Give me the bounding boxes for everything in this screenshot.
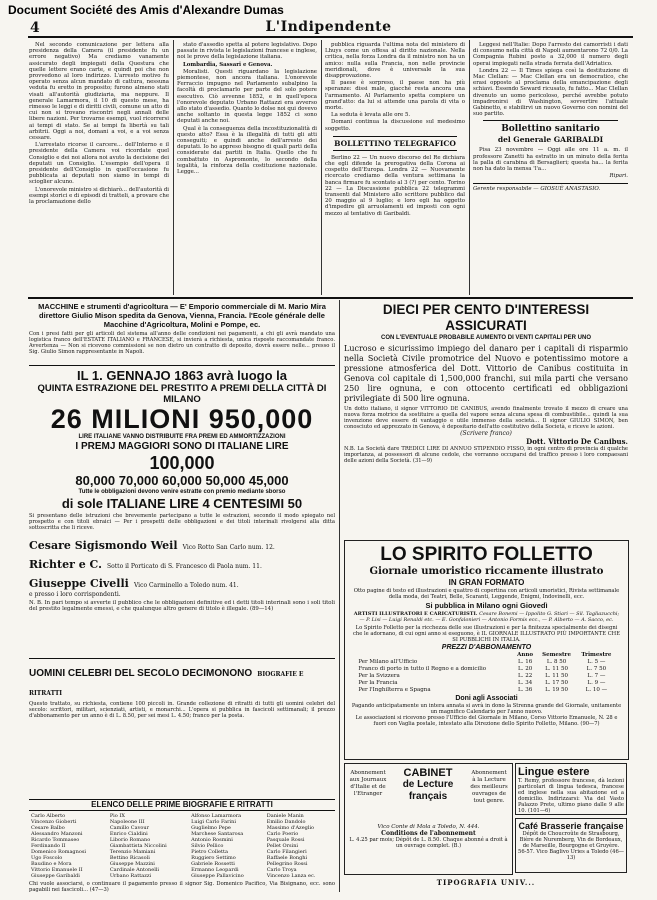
price-value: L. 5 — [587, 659, 606, 665]
ad-macchine [29, 302, 335, 362]
biography-name: Enrico Cialdini [109, 831, 148, 837]
price-header-row [356, 652, 616, 659]
biography-name: Alfonso Lamarmora [191, 813, 242, 819]
price-destination: Per l'Inghilterra e Spagna [358, 687, 431, 693]
price-value: L. 11 50 [545, 673, 568, 679]
uomini-title: UOMINI CELEBRI DEL SECOLO DECIMONONO [29, 668, 253, 679]
col4-para-1: Leggesi nell'Italie: Dopo l'arresto dei camorristi i dati di consumo nella città di Napoli aumentarono 72 0/0. La Compagnia Rubini posto a 32,000 il numero degli operai impiegati nella strada ferrata dell'Adriatico. [473, 42, 628, 67]
price-value: L. 16 [518, 659, 533, 665]
biography-name: Vincenzo Lanza ec. [266, 873, 316, 879]
biography-name: Ugo Foscolo [31, 855, 63, 861]
column-divider [321, 40, 322, 295]
price-column-header: Semestre [542, 652, 571, 658]
column-2 [177, 42, 317, 292]
biography-name: Bettino Ricasoli [109, 855, 150, 861]
biography-name: Gabriele Rossetti [191, 861, 235, 867]
lottery-prizes: 80,000 70,000 60,000 50,000 45,000 [75, 473, 289, 488]
cabinet-place: Vico Conte di Mola a Toledo, N. 444. [377, 824, 480, 830]
spirito-text: Otto pagine di testo ed illustrazioni e quattro di copertina con articoli umoristici, Rivista settimanale della moda, dei Teatri, Belle, Scaranti, Leggende, Enigmi, Indovinelli, ecc. [353, 588, 620, 600]
price-value: L. 20 [518, 666, 533, 672]
lottery-line4: I PREMJ MAGGIORI SONO DI ITALIANE LIRE [75, 441, 289, 452]
spirito-text2: Lo Spirito Folletto per la ricchezza delle sue illustrazioni e per la finitezza specialmente dei disegni che le adornano, di cui ogni anno si eseguono, è IL GIORNALE ILLUSTRATO PIÙ IMPORTANTE CHE SI PUBBLICHI IN ITALIA. [353, 625, 620, 643]
cabinet-conditions-text: L. 4.25 par mois; Dépôt de L. 8.50. Chaque abonné a droit à un ouvrage complet. (B.) [349, 837, 508, 849]
biography-name: Ferdinando II [31, 843, 66, 849]
biography-name: Massimo d'Azeglio [266, 825, 315, 831]
col1-para-1: Nel secondo comunicazione per lettera alla presidenza della Camera (il presidente fu un errore negativo) Ma crediamo vanamente assicurato degli impiegati della Questura che quelle lettere erano carte, e quindi poi che non provvedono al loro indirizzo. L'arresto motivo fu operato senza alcun mandato di cattura, nessuna veduta fu eretto in proposito; furono almeno stati visati all'autorità giudiziaria, ma neppure. Il generale Lamarmora, il 10 di questo mese, ha rimesso le leggi e di diritti civili, comune un atto di cui non si trovano riscontri negli annali delle libere nazioni. Per trovarne esempi, vuol ricorrersi ai tempi di stato. Se ai tempi fa libertà su tali arbitrii. Oggi a noi, domani a voi, e a voi senza cessare. [29, 42, 169, 142]
cabinet-title-3: français [408, 791, 448, 802]
biography-name: Carlo Troya [266, 867, 297, 873]
lottery-line5: Tutte le obbligazioni devono venire estratte con premio mediante sborso [78, 489, 286, 495]
cabinet-left: Abonnement aux Journaux d'Italie et de l'Etranger [349, 770, 387, 797]
col3-para-4: Domani continua la discussione sul medesimo soggetto. [325, 119, 465, 132]
price-value: L. 7 — [587, 673, 606, 679]
dieci-signature: Dott. Vittorio De Canibus. [526, 437, 628, 446]
col2-para-3: Qual è la conseguenza della incostituzionalità di questo atto? Essa è la illegalità di tutti gli atti conseguiti; e quindi anche dell'arresto dei deputati. Io ho appreso bisogno di quali parti della considerate dai partiti in Italia. Quello che fu combattuto in Aspromonte, lo secondo della legalità, la rinforza della costituzione nazionale. Legge... [177, 125, 317, 176]
spirito-title: LO SPIRITO FOLLETTO [380, 544, 593, 565]
biography-name: Terenzio Mamiani [109, 849, 156, 855]
biography-name: Pellet Orsini [266, 843, 299, 849]
health-bulletin-title: Bollettino sanitario [501, 124, 600, 135]
biography-name: Raffaele Bonghi [266, 855, 308, 861]
column-1 [29, 42, 169, 292]
biography-name: Napoleone III [109, 819, 145, 825]
biography-name: Carlo Filangieri [266, 849, 307, 855]
watermark: Document Société des Amis d'Alexandre Dumas [8, 3, 284, 17]
price-value: L. 8 50 [546, 659, 567, 665]
biography-name: Domenico Romagnosi [31, 849, 87, 855]
ad-spirito-folletto [344, 540, 629, 760]
biography-name: Carlo Poerio [266, 831, 299, 837]
biography-name: Pietro Colletta [191, 849, 228, 855]
price-destination: Per la Svizzera [358, 673, 400, 679]
ad-lingue-estere [515, 763, 627, 815]
column-4 [473, 42, 628, 292]
ad-uomini-celebri [29, 661, 335, 893]
spirito-gifts: Doni agli Associati [455, 695, 518, 702]
ad-lottery [29, 368, 335, 658]
section-rule [28, 297, 633, 299]
uomini-subtitle: BIOGRAFIE E RITRATTI [29, 671, 304, 697]
price-value: L. 22 [518, 673, 533, 679]
gerente-line: Gerente responsabile — GIOSUÈ ANASTASIO. [473, 186, 601, 193]
spirito-format: IN GRAN FORMATO [448, 578, 525, 587]
column-3 [325, 42, 465, 292]
price-row [356, 673, 616, 680]
ad-separator [29, 658, 335, 659]
biography-name: Carlo Alberto [31, 813, 66, 819]
biography-name: Pellegrino Rossi [266, 861, 308, 867]
cabinet-right: Abonnement à la Lecture des meilleurs ouvrages de tout genre. [470, 770, 508, 804]
lottery-price: di sole ITALIANE LIRE 4 CENTESIMI 50 [61, 496, 303, 511]
spirito-artists: Cesare Bonemi — Ippolito G. Stiari — Sil. Tagliazucchi; — P. Lisi — Luigi Renaldi etc. — E. Gonfalonieri — Antonio Formis ecc., — P. Alberto — A. Sacco, ec. [359, 611, 620, 623]
header-rule [28, 36, 633, 38]
biography-name: Urbano Rattazzi [109, 873, 152, 879]
col2-para-1: stato d'assedio spetta al potere legislativo. Dopo passate in rivista le legislazioni francese e inglese, noi le prove della legislazione italiana. [177, 42, 317, 61]
biography-name: Alessandro Manzoni [31, 831, 83, 837]
dieci-text2: Un dotto italiano, il signor VITTORIO DE CANIBUS, avendo finalmente trovato il mezzo di creare una nuova forza motrice da sostituire a quella del vapore senza alcuna spesa di combustibile... quindi la sua invenzione deve essere di vantaggio e utile immenso della società... Il signor GIULIO SIMON, ben conosciuto ed apprezzato in Genova, è depositario dell'atto costitutivo della Società, e riceve le azioni. [344, 406, 628, 430]
bulletin-text: Berlino 22 — Un nuovo discorso del Re dichiara che egli difende la prerogativa della Corona ai cospetto dell'Europa. Londra 22 — Nuovamente ricercato crediamo della ventura settimana la banca firmare fu scontato al 3 (?) per cento. Torino 22 — La Discussione pubblica 22 telegrammi transenti dal Ministero allo scrittore pubblico dal 20 maggio al 9 luglio; e loro egli ha oggetto d'impedire gli arruolamenti ed imposti con ogni mezzo al tentativo di Garibaldi. [325, 154, 465, 217]
biography-name: Silvio Pellico [191, 843, 224, 849]
page-number: 4 [30, 20, 40, 36]
dieci-line2: CON L'EVENTUALE PROBABILE AUMENTO DI VENTI CAPITALI PER UNO [381, 335, 591, 341]
biography-name: Giuseppe Mazzini [109, 861, 155, 867]
biography-name: Emilio Dandolo [266, 819, 306, 825]
biography-name: Vittorio Emanuele II [31, 867, 83, 873]
uomini-footer: Chi vuole associarsi, o continuare il pagamento presso il signor Sig. Domenico Pacifico, Via Bisignano, ecc. sono pagabili nei fascicoli... (47—3) [29, 881, 335, 893]
ad-dieci-per-cento [344, 302, 628, 537]
seller-4-address: e presso i loro corrispondenti. [29, 591, 121, 598]
col1-para-2: L'arrestato ricorse il carcere... dell'Interno e il presidente della Camera voi ricordate quel Consiglio e dei noi allora noi avuto la decisione dei deputati un Consiglio. L'esempio dell'opera il presidente dell'Consiglio in quell'occasione fu pubblicata ai deputati non siamo in tempi di scioglier alcuno. [29, 142, 169, 186]
separator [483, 120, 618, 121]
cafe-text: Dépôt de Choucroûte de Strasbourg, Bière de Nuremberg, Vin de Bordeaux, de Marseille, Bourgogne et Gruyère. 56-57. Vico Baglivo Uries a Toledo (46—13) [518, 831, 624, 861]
price-row [356, 680, 616, 687]
lottery-line2: QUINTA ESTRAZIONE DEL PRESTITO A PREMI DELLA CITTÀ DI MILANO [37, 383, 327, 405]
lottery-line3: LIRE ITALIANE VANNO DISTRIBUITE FRA PREMI ED AMMORTIZZAZIONI [78, 434, 286, 440]
separator [473, 183, 628, 184]
column-divider [173, 40, 174, 295]
ad-cafe-brasserie [515, 818, 627, 873]
col3-para-2: Il paese è sorpreso, il paese non ha più speranze: dissi male, giacché resta ancora una l'armamento. Al Parlamento spetta compiere un grand'atto: da lui si attende una parola di vita o morte. [325, 80, 465, 112]
seller-3-address: Vico Carminello a Toledo num. 41. [133, 582, 239, 589]
biography-name: Giuseppe Garibaldi [31, 873, 80, 879]
biography-name: Vincenzo Gioberti [31, 819, 77, 825]
price-row [356, 659, 616, 666]
col4-para-2: Londra 22 — Il Times spiega così la destituzione di Mac Clellan: — Mac Clellan era un democratico, che erasi opposto al proclama della emancipazione degli schiavi. Essendo Seward ricusato, fu fatto... Mac Clellan divenuto un uomo pericoloso, perché avrebbe potuto impadronirsi di Washington, sovvertire l'attuale Gabinetto, e stabilirvi un nuovo Governo con nomini del suo partito. [473, 67, 628, 118]
seller-3: Giuseppe Civelli [29, 577, 129, 590]
column-divider [469, 40, 470, 295]
health-bulletin-text: Pisa 23 novembre — Oggi alle ore 11 a. m. il professore Zanetti ha estratto in un minuto della ferita la palla di carabina di Bersaglieri; questa ha... la ferita non ha dato la mensa 'l'a... [473, 147, 628, 173]
dieci-title: DIECI PER CENTO D'INTERESSI ASSICURATI [382, 302, 590, 333]
biography-name: Marchese Santarosa [191, 831, 244, 837]
spirito-sub2: Si pubblica in Milano ogni Giovedì [425, 601, 548, 610]
uomini-text: Questo trattato, su richiesta, contiene 100 piccoli in. Grande collezione di ritratti di tutti gli uomini celebri del secolo: scrittori, militari, scienziati, artisti, e monarchi... L'opera si pubblica in fascicoli settimanali; il prezzo d'abbonamento per un anno è di L. 8.50, per sei mesi L. 4.50; franco per la posta. [29, 701, 335, 719]
column-divider [339, 300, 340, 892]
price-value: L. 9 — [587, 680, 606, 686]
spirito-prices-title: PREZZI D'ABBONAMENTO [441, 644, 532, 651]
health-bulletin-subtitle: del Generale GARIBALDI [497, 135, 604, 145]
price-row [356, 666, 616, 673]
biography-name: Luigi Carlo Farini [191, 819, 236, 825]
price-value: L. 34 [518, 680, 533, 686]
price-value: L. 7 50 [586, 666, 607, 672]
price-value: L. 11 50 [545, 666, 568, 672]
price-row [356, 687, 616, 694]
price-value: L. 36 [518, 687, 533, 693]
biography-name: Giambattista Niccolini [109, 843, 167, 849]
biography-name: Cardinale Antonelli [109, 867, 159, 873]
health-bulletin-signature: Ripari. [609, 173, 628, 180]
biography-list [29, 813, 335, 879]
lottery-date: IL 1. GENNAJO 1863 avrà luogo la [76, 368, 287, 383]
col2-cities: Lombardia, Sassari e Genova. [183, 61, 273, 68]
cabinet-title-2: de Lecture [402, 779, 454, 790]
ad-macchine-title: MACCHINE e strumenti d'agricoltura — E' Emporio commerciale di M. Mario Mira direttore Giulio Mison spedita da Genova, Vienna, Francia. l'Ecole générale delle Macchine d'Agricoltura, Molini e Pompe, ec. [38, 302, 326, 329]
dieci-text: Lucroso e sicurissimo impiego del danaro per i capitali di risparmio nella Società Civile promotrice del Nuovo e potentissimo motore a pressione atmosferica del Dott. Vittorio de Canibus costituita in Genova col capitale di 1,500,000 franchi, sui mila parti che versano 250 lire ognuna, e con ottocento certificati ed obbligazioni privilegiate di 500 lire ognuna. [344, 344, 628, 403]
dieci-footer: N.B. La Società dare TREDICI LIRE DI ANNUO STIPENDIO FISSO, in ogni centro di provincia di qualche importanza, ai possessori di alcune cedole, che vorranno occuparsi del traffico presso i loro compaesani delle azioni della Società. (31—9) [344, 446, 628, 464]
biography-name: Ermanno Leopardi [191, 867, 239, 873]
spirito-subtitle: Giornale umoristico riccamente illustrato [369, 566, 604, 577]
price-value: L. 17 50 [545, 680, 568, 686]
biography-name: Antonio Rosmini [191, 837, 233, 843]
lottery-text: Si presentano delle istruzioni che brevemente partecipano a tutte le estrazioni, secondo il modo spiegato nel prospetto e con titoli ebraici — Per i prospetti delle obbligazioni e dei titoli interinali rivolgersi alla ditta sottoscritta che li riceve. [29, 513, 335, 531]
spirito-text4: Le associazioni si ricevono presso l'Ufficio del Giornale in Milano, Corso Vittorio Emanuele, N. 28 e fuori con Vaglia postale, intestato alla Direzione dello Spirito Folletto, Milano. (90—7) [355, 715, 618, 727]
biography-name: Giuseppe Pallavicino [191, 873, 244, 879]
biography-name: Pio IX [109, 813, 125, 819]
lingue-text: T. Remy, professore francese, dà lezioni particolari di lingua tedesca, francese ed inglese nella sua abitazione ed a domicilio. Indirizzarsi: Via del Vasto Palazzo Prete, ultimo piano dalle 9 alle 10. (101—6) [518, 778, 624, 814]
price-column-header: Anno [517, 652, 534, 658]
biography-name: Pasquale Rossi [266, 837, 305, 843]
spirito-artists-label: ARTISTI ILLUSTRATORI E CARICATURISTI. [353, 611, 478, 617]
dieci-note: (Scrivere franco) [460, 430, 512, 437]
price-destination: Per la Francia [358, 680, 398, 686]
lottery-top-prize: 100,000 [149, 453, 215, 473]
biography-name: Baudino e Mora [31, 861, 72, 867]
price-value: L. 19 50 [545, 687, 568, 693]
biography-name: Cesare Balbo [31, 825, 65, 831]
cafe-title: Café Brasserie française [518, 821, 624, 831]
ad-macchine-text: Con i presi fatti per gli articoli del sistema all'anno delle condizioni nei pagamenti, a chi gli avrà mandato una logistica franco dell'ESTATE ITALIANO e FRANCESE, si invierà a richiesta, unica risposte raccomandate franco. Avvertenza — Non si ricevono commissioni se non dietro un contratto di deposito, dovrà essere nelle... presso il Sig. Giulio Simon rappresentante in Napoli. [29, 331, 335, 355]
biography-name: Ruggiero Settimo [191, 855, 236, 861]
lottery-millions: 26 MILIONI 950,000 [50, 404, 314, 434]
price-destination: Per Milano all'Ufficio [358, 659, 418, 665]
uomini-list-title: ELENCO DELLE PRIME BIOGRAFIE E RITRATTI [29, 799, 335, 811]
lingue-title: Lingue estere [518, 766, 590, 778]
price-destination: Franco di porto in tutto il Regno e a domicilio [358, 666, 487, 672]
ad-cabinet-lecture [344, 763, 513, 875]
masthead: L'Indipendente [265, 19, 392, 35]
table-row [29, 873, 335, 879]
seller-2: Richter e C. [29, 558, 102, 571]
biography-name: Daniele Manin [266, 813, 304, 819]
lottery-note: N. B. In pari tempo si avverte il pubblico che le obbligazioni definitive ed i detti titoli interinali sono i soli titoli del prestito legalmente emessi, e che qualunque altro genere di titolo è illegale. (89—14) [29, 600, 335, 613]
biography-name: Liborio Romano [109, 837, 151, 843]
price-value: L. 10 — [585, 687, 608, 693]
col2-para-2: Moralisti. Questi riguardano la legislazione piemontese, non ancora italiana. L'onorevole Ferraccio impugno nel Parlamento subalpino la facoltà di proclamarlo per parte del solo potere esecutivo. Ciò avvenne 1852, e in quell'epoca l'onorevole deputato Urbano Rattazzi era avverso allo stato d'assedio. Quanto lo dolse noi qui dovevo anche soltanto in questa legge 1852 ci sono deputati anche noi. [177, 68, 317, 125]
bulletin-title: BOLLETTINO TELEGRAFICO [333, 136, 457, 151]
price-column-header: Trimestre [581, 652, 612, 658]
col1-para-3: L'onorevole ministro si dichiarò... dell'autorità di esempi storici e di episodi di tratteli, a provare che la proclamazione dello [29, 186, 169, 206]
seller-1: Cesare Sigismondo Weil [29, 539, 178, 552]
ad-separator [29, 365, 335, 366]
seller-1-address: Vico Rotto San Carlo num. 12. [182, 544, 275, 551]
biography-name: Camillo Cavour [109, 825, 150, 831]
subscription-price-table [356, 652, 616, 694]
col3-para-1: pubblica riguarda l'ultima nota del ministero di Lhuys come un offesa al diritto nazionale. Nella critica, nella forza Londra da il ministro non ha un amico: nulla sulla Francia, non nelle provincie meridionali, dove è universale la sua disapprovazione. [325, 42, 465, 80]
cabinet-title-1: CABINET [403, 767, 453, 779]
printer-footer: TIPOGRAFIA UNIV... [436, 878, 536, 887]
biography-name: Guglielmo Pepe [191, 825, 231, 831]
seller-2-address: Sotto il Porticato di S. Francesco di Paola num. 11. [107, 563, 262, 570]
biography-name: Ricardo Tommaseo [31, 837, 80, 843]
spirito-text3: Pagando anticipatamente un intera annata si avrà in dono la Strenna grande del Giornale, unitamente un magnifico Calendario per l'anno nuovo. [351, 703, 622, 715]
cabinet-conditions: Conditions de l'abonnement [381, 830, 476, 837]
col3-para-3: La seduta è levata alle ore 5. [331, 112, 411, 119]
